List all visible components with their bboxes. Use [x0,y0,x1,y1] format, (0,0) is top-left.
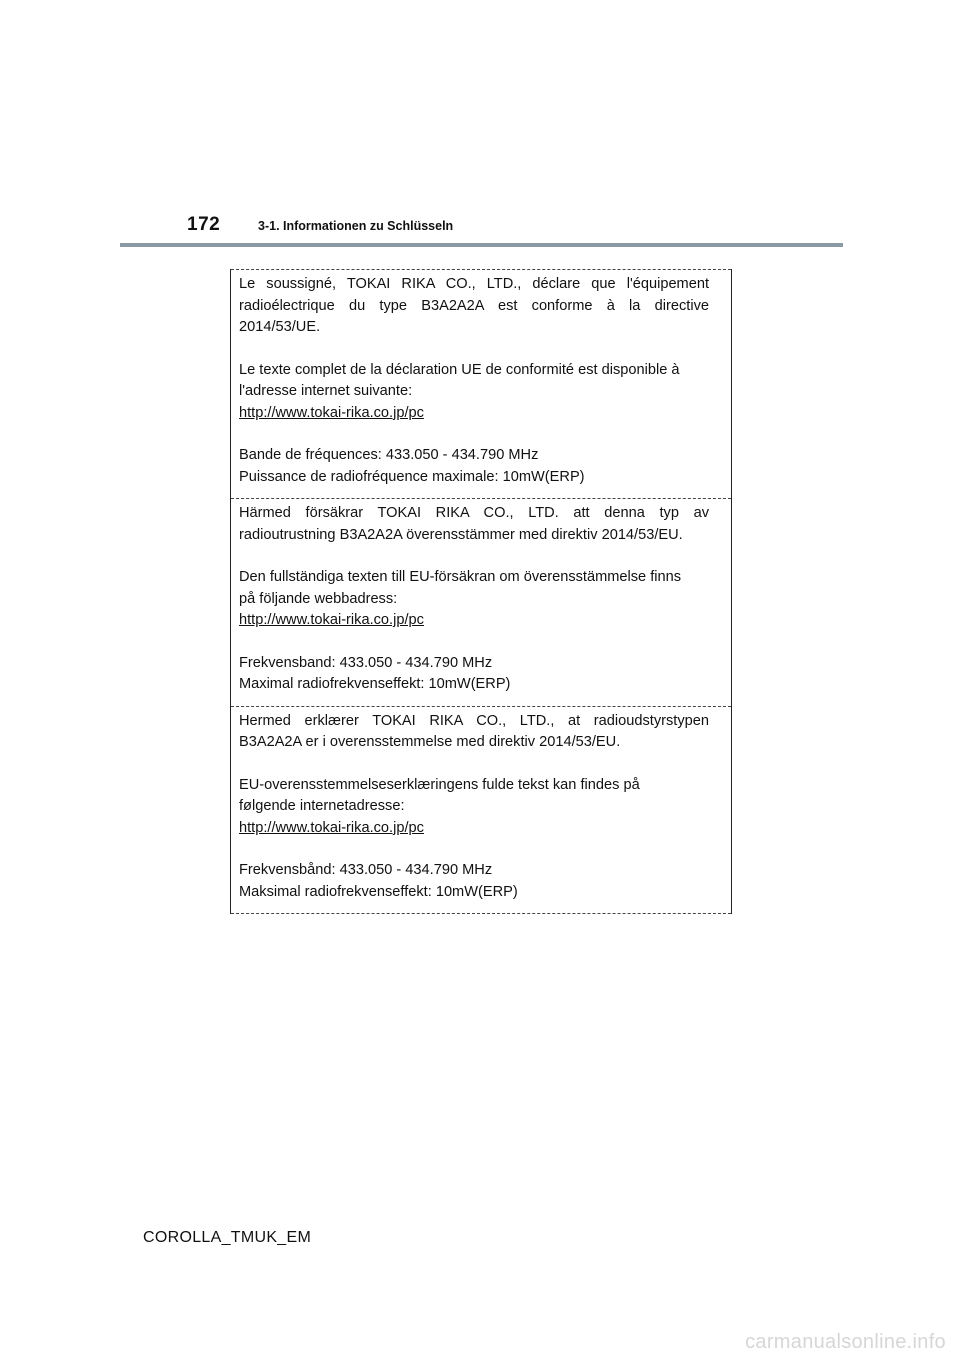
spec-text [239,445,709,488]
availability-line: EU-overensstemmelseserklæringens fulde tekst kan findes på [239,776,640,793]
declaration-url-link[interactable]: http://www.tokai-rika.co.jp/pc [239,404,424,421]
availability-line: Le texte complet de la déclaration UE de conformité est disponible à [239,361,680,378]
declaration-text: Le soussigné, TOKAI RIKA CO., LTD., déclare que l'équipement radioélectrique du type B3A2A2A est conforme à la directive 2014/53/UE. [239,276,709,335]
frequency-band: Frekvensbånd: 433.050 - 434.790 MHz [239,862,493,878]
declaration-text: Hermed erklærer TOKAI RIKA CO., LTD., at radioudstyrstypen B3A2A2A er i overensstemmelse med direktiv 2014/53/EU. [239,712,709,750]
watermark: carmanualsonline.info [745,1331,946,1353]
availability-line: l'adresse internet suivante: [239,383,413,399]
section-title: 3-1. Informationen zu Schlüsseln [258,219,454,233]
declaration-block-swedish [231,498,731,706]
declaration-box [230,269,732,914]
frequency-band: Frekvensband: 433.050 - 434.790 MHz [239,654,493,671]
spec-text [239,653,709,696]
header-rule [120,243,843,247]
declaration-block-danish [231,706,731,915]
declaration-text: Härmed försäkrar TOKAI RIKA CO., LTD. att denna typ av radioutrustning B3A2A2A överensstämmer med direktiv 2014/53/EU. [239,505,709,543]
max-power: Puissance de radiofréquence maximale: 10mW(ERP) [239,468,585,485]
document-code: COROLLA_TMUK_EM [143,1229,312,1246]
availability-line: følgende internetadresse: [239,798,405,814]
declaration-url-link[interactable]: http://www.tokai-rika.co.jp/pc [239,612,424,628]
page-number: 172 [187,214,221,235]
availability-text [239,775,709,840]
max-power: Maksimal radiofrekvenseffekt: 10mW(ERP) [239,883,518,900]
spec-text [239,860,709,903]
declaration-block-french [231,269,731,498]
availability-line: Den fullständiga texten till EU-försäkran om överensstämmelse finns [239,569,682,585]
availability-text [239,360,709,425]
availability-text [239,567,709,632]
max-power: Maximal radiofrekvenseffekt: 10mW(ERP) [239,676,511,692]
declaration-url-link[interactable]: http://www.tokai-rika.co.jp/pc [239,819,424,836]
availability-line: på följande webbadress: [239,590,398,607]
frequency-band: Bande de fréquences: 433.050 - 434.790 MHz [239,447,539,463]
